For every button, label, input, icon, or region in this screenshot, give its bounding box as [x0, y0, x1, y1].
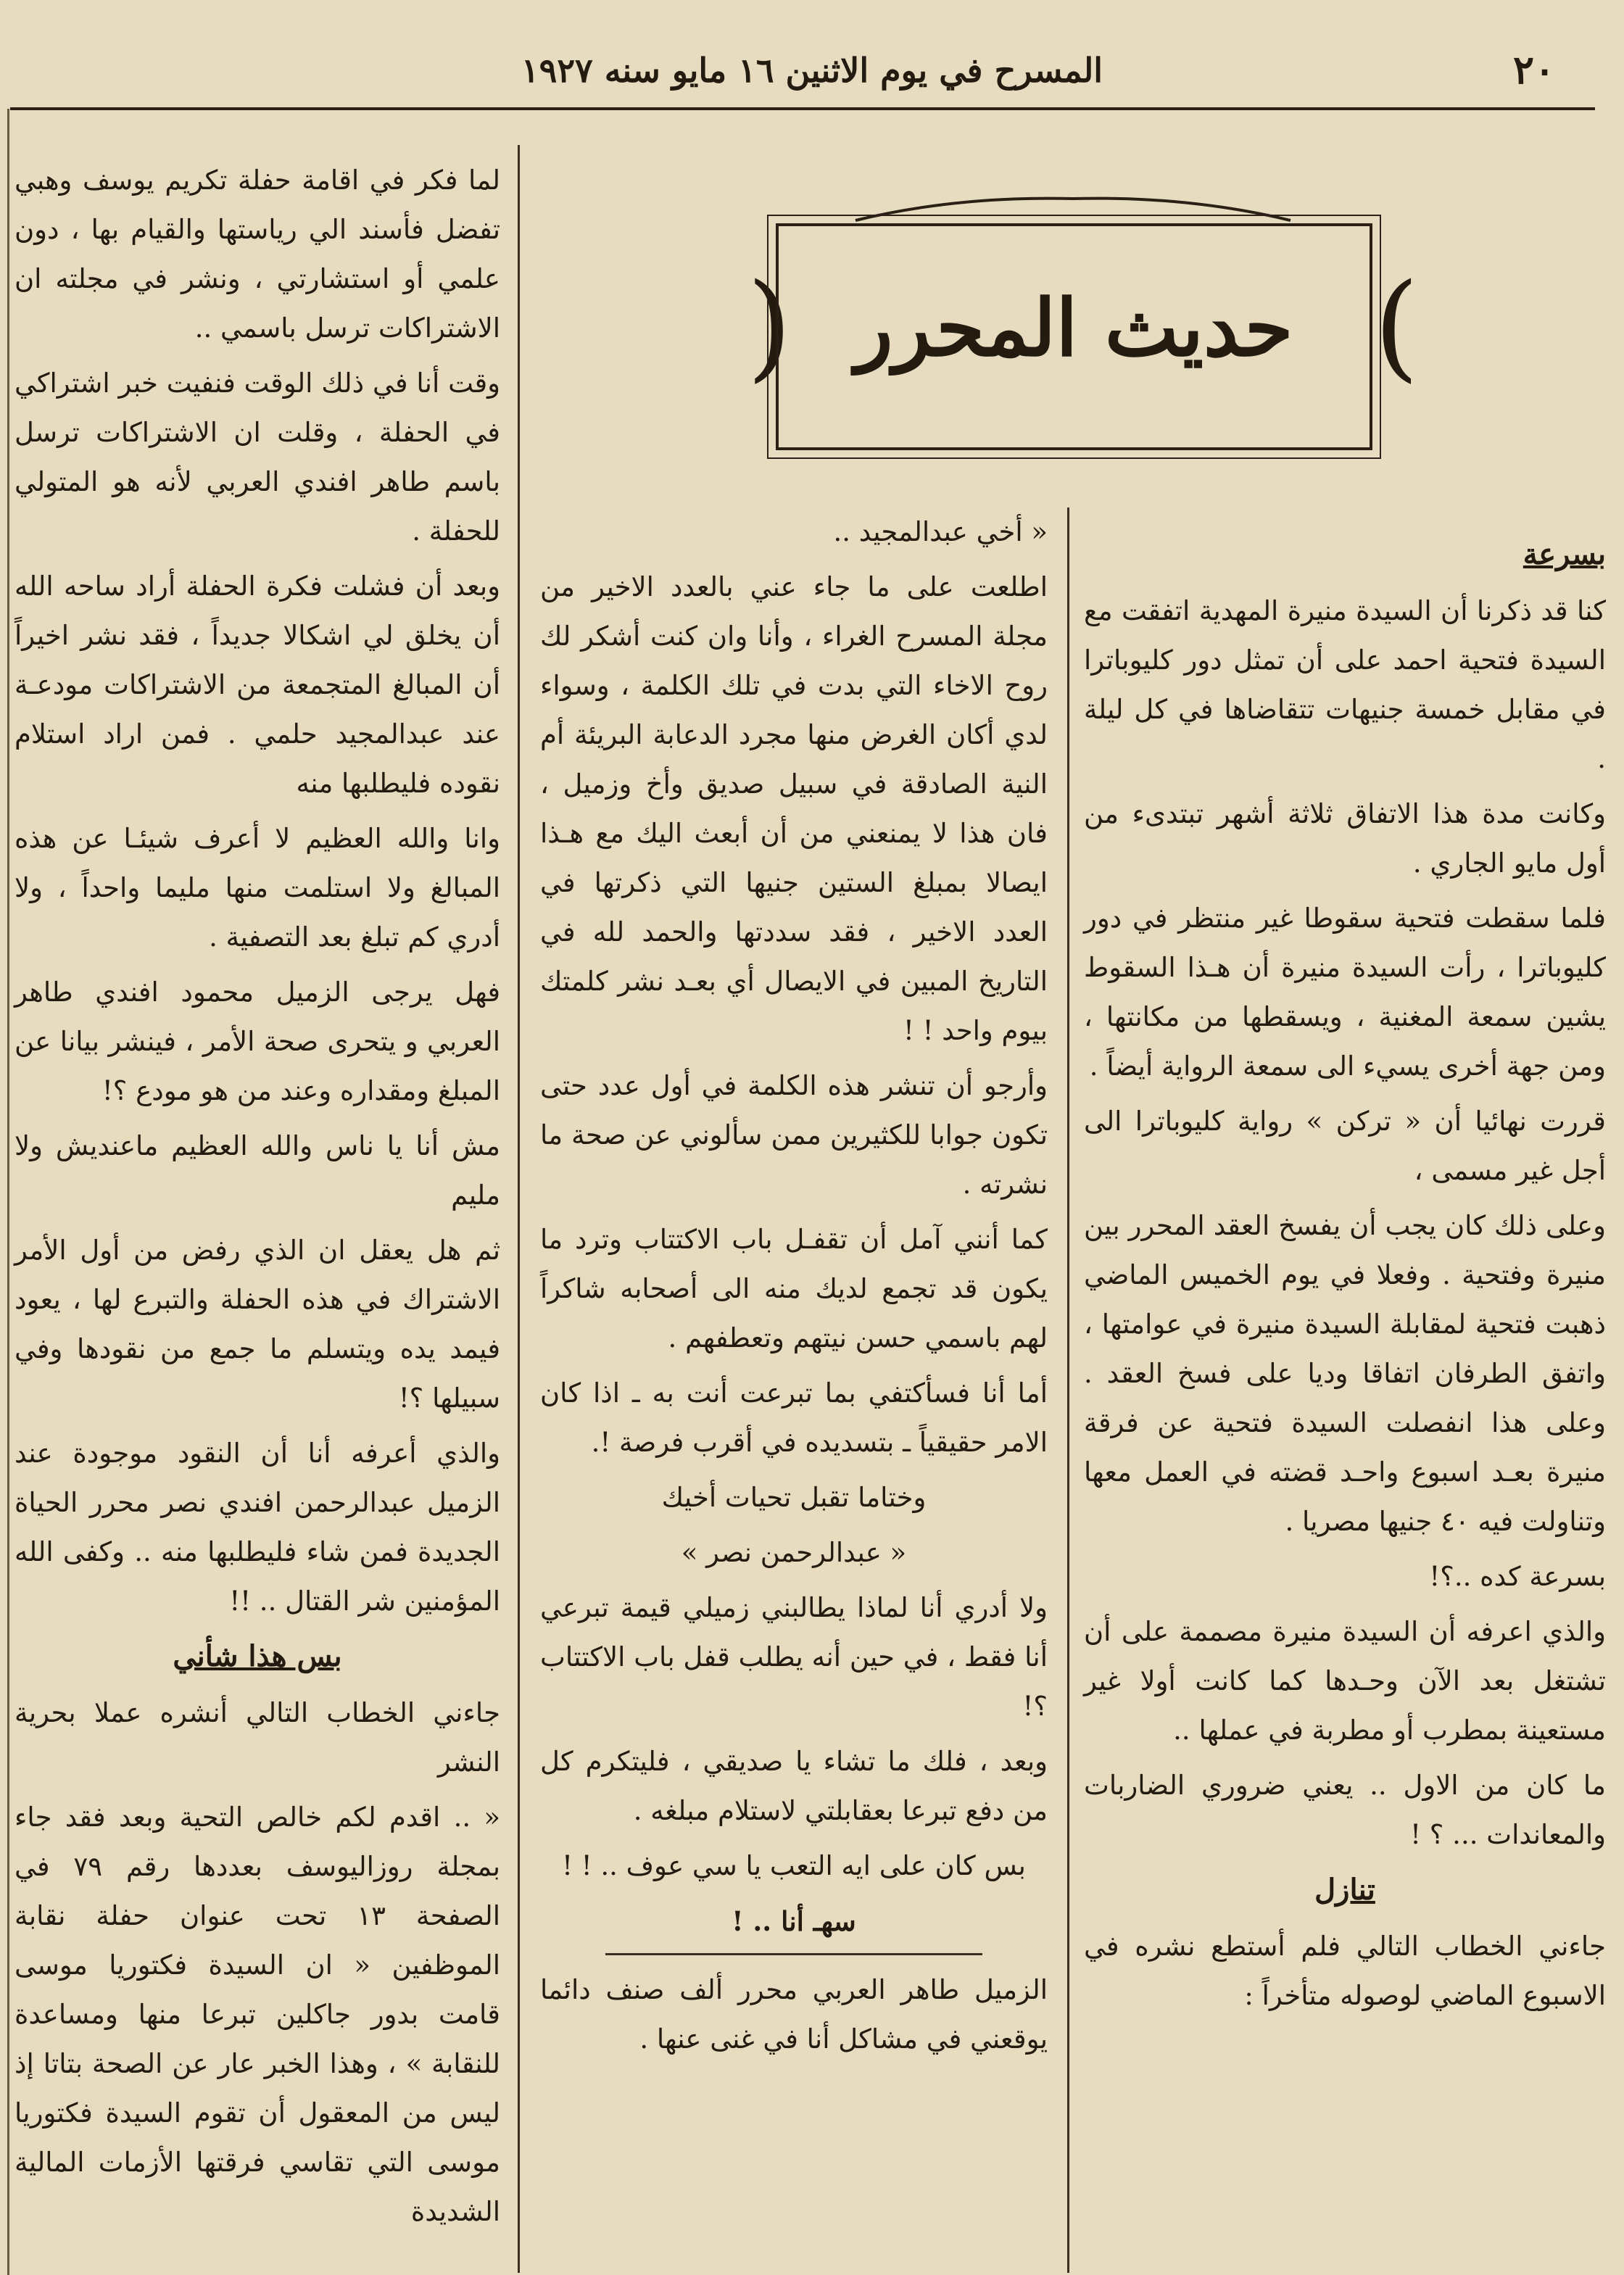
paragraph: ولا أدري أنا لماذا يطالبني زميلي قيمة تبرعي أنا فقط ، في حين أنه يطلب قفل باب الاكتتاب ؟! [540, 1592, 1048, 1722]
paragraph: كما أنني آمل أن تقفـل باب الاكتتاب وترد ما يكون قد تجمع لديك منه الى أصحابه شاكراً لهم باسمي حسن نيتهم وتعطفهم . [540, 1224, 1048, 1354]
paragraph: والذي اعرفه أن السيدة منيرة مصممة على أن تشتغل بعد الآن وحـدها كما كانت أولا غير مستعينة بمطرب أو مطربة في عملها .. [1084, 1616, 1606, 1746]
paragraph: لما فكر في اقامة حفلة تكريم يوسف وهبي تفضل فأسند الي رياستها والقيام بها ، دون علمي أو استشارتي ، ونشر في مجلته ان الاشتراكات ترسل باسمي .. [14, 165, 500, 344]
paragraph: وختاما تقبل تحيات أخيك [661, 1482, 927, 1513]
paragraph: وبعد ، فلك ما تشاء يا صديقي ، فليتكرم كل من دفع تبرعا بعقابلتي لاستلام مبلغه . [540, 1746, 1048, 1826]
paragraph: مش أنا يا ناس والله العظيم ماعنديش ولا مليم [14, 1130, 500, 1211]
left-column [14, 156, 500, 2242]
paragraph: وأرجو أن تنشر هذه الكلمة في أول عدد حتى تكون جوابا للكثيرين ممن سألوني عن صحة ما نشرته . [540, 1070, 1048, 1200]
title-box [776, 223, 1372, 450]
paragraph: وبعد أن فشلت فكرة الحفلة أراد ساحه الله أن يخلق لي اشكالا جديداً ، فقد نشر اخيراً أن المبالغ المتجمعة من الاشتراكات مودعـة عند عبدالمجيد حلمي . فمن اراد استلام نقوده فليطلبها منه [14, 571, 500, 799]
middle-column [540, 507, 1048, 2070]
title-bracket-right: ) [1374, 258, 1420, 394]
paragraph: بس كان على ايه التعب يا سي عوف .. ! ! [562, 1850, 1026, 1881]
paragraph: ثم هل يعقل ان الذي رفض من أول الأمر الاشتراك في هذه الحفلة والتبرع لها ، يعود فيمد يده ويتسلم ما جمع من نقودها وفي سبيلها ؟! [14, 1235, 500, 1414]
page-title: حديث المحرر [855, 283, 1293, 374]
paragraph: وانا والله العظيم لا أعرف شيئـا عن هذه المبالغ ولا استلمت منها مليما واحداً ، ولا أدري كم تبلغ بعد التصفية . [14, 823, 500, 953]
column-rule [1067, 507, 1069, 2273]
signature: سهـ أنا .. ! [732, 1905, 856, 1937]
paragraph: وعلى ذلك كان يجب أن يفسخ العقد المحرر بين منيرة وفتحية . وفعلا في يوم الخميس الماضي ذهبت فتحية لمقابلة السيدة منيرة في عوامتها ، واتفق الطرفان اتفاقا وديا على فسخ العقد . وعلى هذا انفصلت السيدة فتحية عن فرقة منيرة بعـد اسبوع واحـد قضته في العمل معها وتناولت فيه ٤٠ جنيها مصريا . [1084, 1210, 1606, 1537]
paragraph: وكانت مدة هذا الاتفاق ثلاثة أشهر تبتدىء من أول مايو الجاري . [1084, 798, 1606, 879]
paragraph: « أخي عبدالمجيد .. [833, 516, 1048, 547]
paragraph: الزميل طاهر العربي محرر ألف صنف دائما يوقعني في مشاكل أنا في غنى عنها . [540, 1974, 1048, 2055]
paragraph: بسرعة كده ..؟! [1429, 1561, 1606, 1592]
page-header [0, 43, 1624, 113]
section-divider [605, 1953, 982, 1955]
paragraph: اطلعت على ما جاء عني بالعدد الاخير من مجلة المسرح الغراء ، وأنا وان كنت أشكر لك روح الاخاء التي بدت في تلك الكلمة ، وسواء لدي أكان الغرض منها مجرد الدعابة البريئة أم النية الصادقة في سبيل صديق وأخ وزميل ، فان هذا لا يمنعني من أن أبعث اليك مع هـذا ايصالا بمبلغ الستين جنيها التي ذكرتها في العدد الاخير ، فقد سددتها والحمد لله في التاريخ المبين في الايصال أي بعـد نشر كلمتك بيوم واحد ! ! [540, 571, 1048, 1046]
page-edge-rule [7, 109, 9, 2275]
paragraph: « عبدالرحمن نصر » [681, 1537, 907, 1568]
paragraph: قررت نهائيا أن « تركن » رواية كليوباترا الى أجل غير مسمى ، [1084, 1106, 1606, 1186]
title-ornament [848, 194, 1298, 223]
paragraph: كنا قد ذكرنا أن السيدة منيرة المهدية اتفقت مع السيدة فتحية احمد على أن تمثل دور كليوباترا في مقابل خمسة جنيهات تتقاضاها في كل ليلة . [1084, 595, 1606, 774]
header-rule [10, 107, 1595, 110]
title-bracket-left: ( [747, 258, 792, 394]
paragraph: جاءني الخطاب التالي فلم أستطع نشره في الاسبوع الماضي لوصوله متأخراً : [1084, 1931, 1606, 2011]
paragraph: فلما سقطت فتحية سقوطا غير منتظر في دور كليوباترا ، رأت السيدة منيرة أن هـذا السقوط يشين سمعة المغنية ، ويسقطها من مكانتها ، ومن جهة أخرى يسيء الى سمعة الرواية أيضاً . [1084, 903, 1606, 1082]
paragraph: وقت أنا في ذلك الوقت فنفيت خبر اشتراكي في الحفلة ، وقلت ان الاشتراكات ترسل باسم طاهر افندي العربي لأنه هو المتولي للحفلة . [14, 368, 500, 547]
right-column [1084, 526, 1606, 2026]
section-heading: بس هذا شأني [173, 1639, 342, 1673]
running-head: المسرح في يوم الاثنين ١٦ مايو سنه ١٩٢٧ [521, 51, 1103, 90]
page-number: ٢٠ [1512, 46, 1555, 93]
paragraph: أما أنا فسأكتفي بما تبرعت أنت به ـ اذا كان الامر حقيقياً ـ بتسديده في أقرب فرصة !. [540, 1377, 1048, 1458]
paragraph: ما كان من الاول .. يعني ضروري الضاربات والمعاندات ... ؟ ! [1084, 1770, 1606, 1850]
section-heading: بسرعة [1522, 537, 1606, 571]
paragraph: « .. اقدم لكم خالص التحية وبعد فقد جاء بمجلة روزاليوسف بعددها رقم ٧٩ في الصفحة ١٣ تحت عنوان حفلة نقابة الموظفين « ان السيدة فكتوريا موسى قامت بدور جاكلين تبرعا منها ومساعدة للنقابة » ، وهذا الخبر عار عن الصحة بتاتا إذ ليس من المعقول أن تقوم السيدة فكتوريا موسى التي تقاسي فرقتها الأزمات المالية الشديدة [14, 1802, 500, 2227]
column-rule [518, 145, 520, 2273]
paragraph: فهل يرجى الزميل محمود افندي طاهر العربي و يتحرى صحة الأمر ، فينشر بيانا عن المبلغ ومقداره وعند من هو مودع ؟! [14, 977, 500, 1106]
paragraph: جاءني الخطاب التالي أنشره عملا بحرية النشر [14, 1697, 500, 1778]
section-heading: تنازل [1314, 1873, 1375, 1907]
paragraph: والذي أعرفه أنا أن النقود موجودة عند الزميل عبدالرحمن افندي نصر محرر الحياة الجديدة فمن شاء فليطلبها منه .. وكفى الله المؤمنين شر القتال .. !! [14, 1438, 500, 1617]
